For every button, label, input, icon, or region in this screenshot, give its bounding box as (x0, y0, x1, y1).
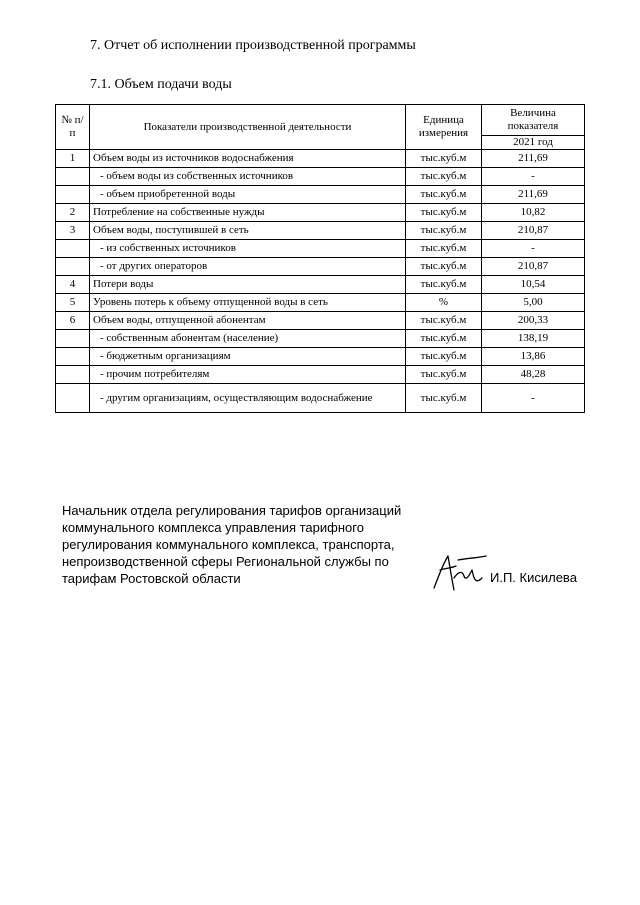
row-num: 2 (56, 204, 90, 222)
header-value: Величина показателя (482, 105, 585, 136)
row-label: - от других операторов (90, 258, 406, 276)
table-row (56, 186, 585, 204)
row-unit: тыс.куб.м (406, 204, 482, 222)
row-num: 3 (56, 222, 90, 240)
table-row (56, 150, 585, 168)
row-unit: тыс.куб.м (406, 276, 482, 294)
row-unit: тыс.куб.м (406, 168, 482, 186)
row-num (56, 384, 90, 413)
row-unit: тыс.куб.м (406, 150, 482, 168)
table-row (56, 222, 585, 240)
row-label: - бюджетным организациям (90, 348, 406, 366)
row-unit: тыс.куб.м (406, 222, 482, 240)
header-unit: Единица измерения (406, 105, 482, 150)
table-row (56, 294, 585, 312)
row-num (56, 240, 90, 258)
footer-line: регулирования коммунального комплекса, транспорта, (62, 537, 395, 552)
row-value: - (482, 240, 585, 258)
row-value: 138,19 (482, 330, 585, 348)
row-label: Потребление на собственные нужды (90, 204, 406, 222)
row-num: 1 (56, 150, 90, 168)
row-num (56, 366, 90, 384)
row-num: 4 (56, 276, 90, 294)
row-unit: тыс.куб.м (406, 348, 482, 366)
header-year: 2021 год (482, 136, 585, 150)
row-label: Потери воды (90, 276, 406, 294)
row-unit: тыс.куб.м (406, 384, 482, 413)
row-unit: тыс.куб.м (406, 366, 482, 384)
footer-line: тарифам Ростовской области (62, 571, 241, 586)
row-value: 200,33 (482, 312, 585, 330)
table-row (56, 384, 585, 413)
row-value: 10,82 (482, 204, 585, 222)
row-value: 210,87 (482, 222, 585, 240)
row-num (56, 168, 90, 186)
row-label: Объем воды, отпущенной абонентам (90, 312, 406, 330)
footer-line: коммунального комплекса управления тарифного (62, 520, 364, 535)
signer-name: И.П. Кисилева (490, 570, 577, 585)
row-unit: тыс.куб.м (406, 240, 482, 258)
section-title: 7. Отчет об исполнении производственной программы (90, 38, 416, 53)
row-label: - другим организациям, осуществляющим водоснабжение (90, 384, 406, 413)
row-value: 211,69 (482, 186, 585, 204)
header-num: № п/п (56, 105, 90, 150)
table-row (56, 366, 585, 384)
subsection-title: 7.1. Объем подачи воды (90, 77, 232, 92)
row-value: - (482, 168, 585, 186)
row-value: 5,00 (482, 294, 585, 312)
row-num (56, 186, 90, 204)
signature-block (62, 502, 442, 587)
row-value: 48,28 (482, 366, 585, 384)
water-supply-table (55, 104, 585, 413)
row-label: - объем приобретенной воды (90, 186, 406, 204)
table-row (56, 258, 585, 276)
row-value: 13,86 (482, 348, 585, 366)
row-label: Объем воды из источников водоснабжения (90, 150, 406, 168)
footer-line: непроизводственной сферы Региональной службы по (62, 554, 389, 569)
row-label: Уровень потерь к объему отпущенной воды в сеть (90, 294, 406, 312)
row-num (56, 330, 90, 348)
row-num: 6 (56, 312, 90, 330)
header-indicator: Показатели производственной деятельности (90, 105, 406, 150)
table-row (56, 312, 585, 330)
row-unit: тыс.куб.м (406, 258, 482, 276)
row-unit: тыс.куб.м (406, 312, 482, 330)
footer-line: Начальник отдела регулирования тарифов организаций (62, 503, 402, 518)
row-label: - собственным абонентам (население) (90, 330, 406, 348)
row-label: - из собственных источников (90, 240, 406, 258)
table-row (56, 348, 585, 366)
row-num (56, 258, 90, 276)
row-label: Объем воды, поступившей в сеть (90, 222, 406, 240)
handwritten-signature (428, 548, 488, 596)
row-num: 5 (56, 294, 90, 312)
row-unit: тыс.куб.м (406, 186, 482, 204)
table-body (56, 150, 585, 413)
row-value: 210,87 (482, 258, 585, 276)
row-unit: тыс.куб.м (406, 330, 482, 348)
row-value: - (482, 384, 585, 413)
row-label: - прочим потребителям (90, 366, 406, 384)
row-value: 211,69 (482, 150, 585, 168)
table-row (56, 204, 585, 222)
table-row (56, 168, 585, 186)
table-row (56, 240, 585, 258)
row-value: 10,54 (482, 276, 585, 294)
table-row (56, 330, 585, 348)
row-num (56, 348, 90, 366)
table-row (56, 276, 585, 294)
row-unit: % (406, 294, 482, 312)
row-label: - объем воды из собственных источников (90, 168, 406, 186)
